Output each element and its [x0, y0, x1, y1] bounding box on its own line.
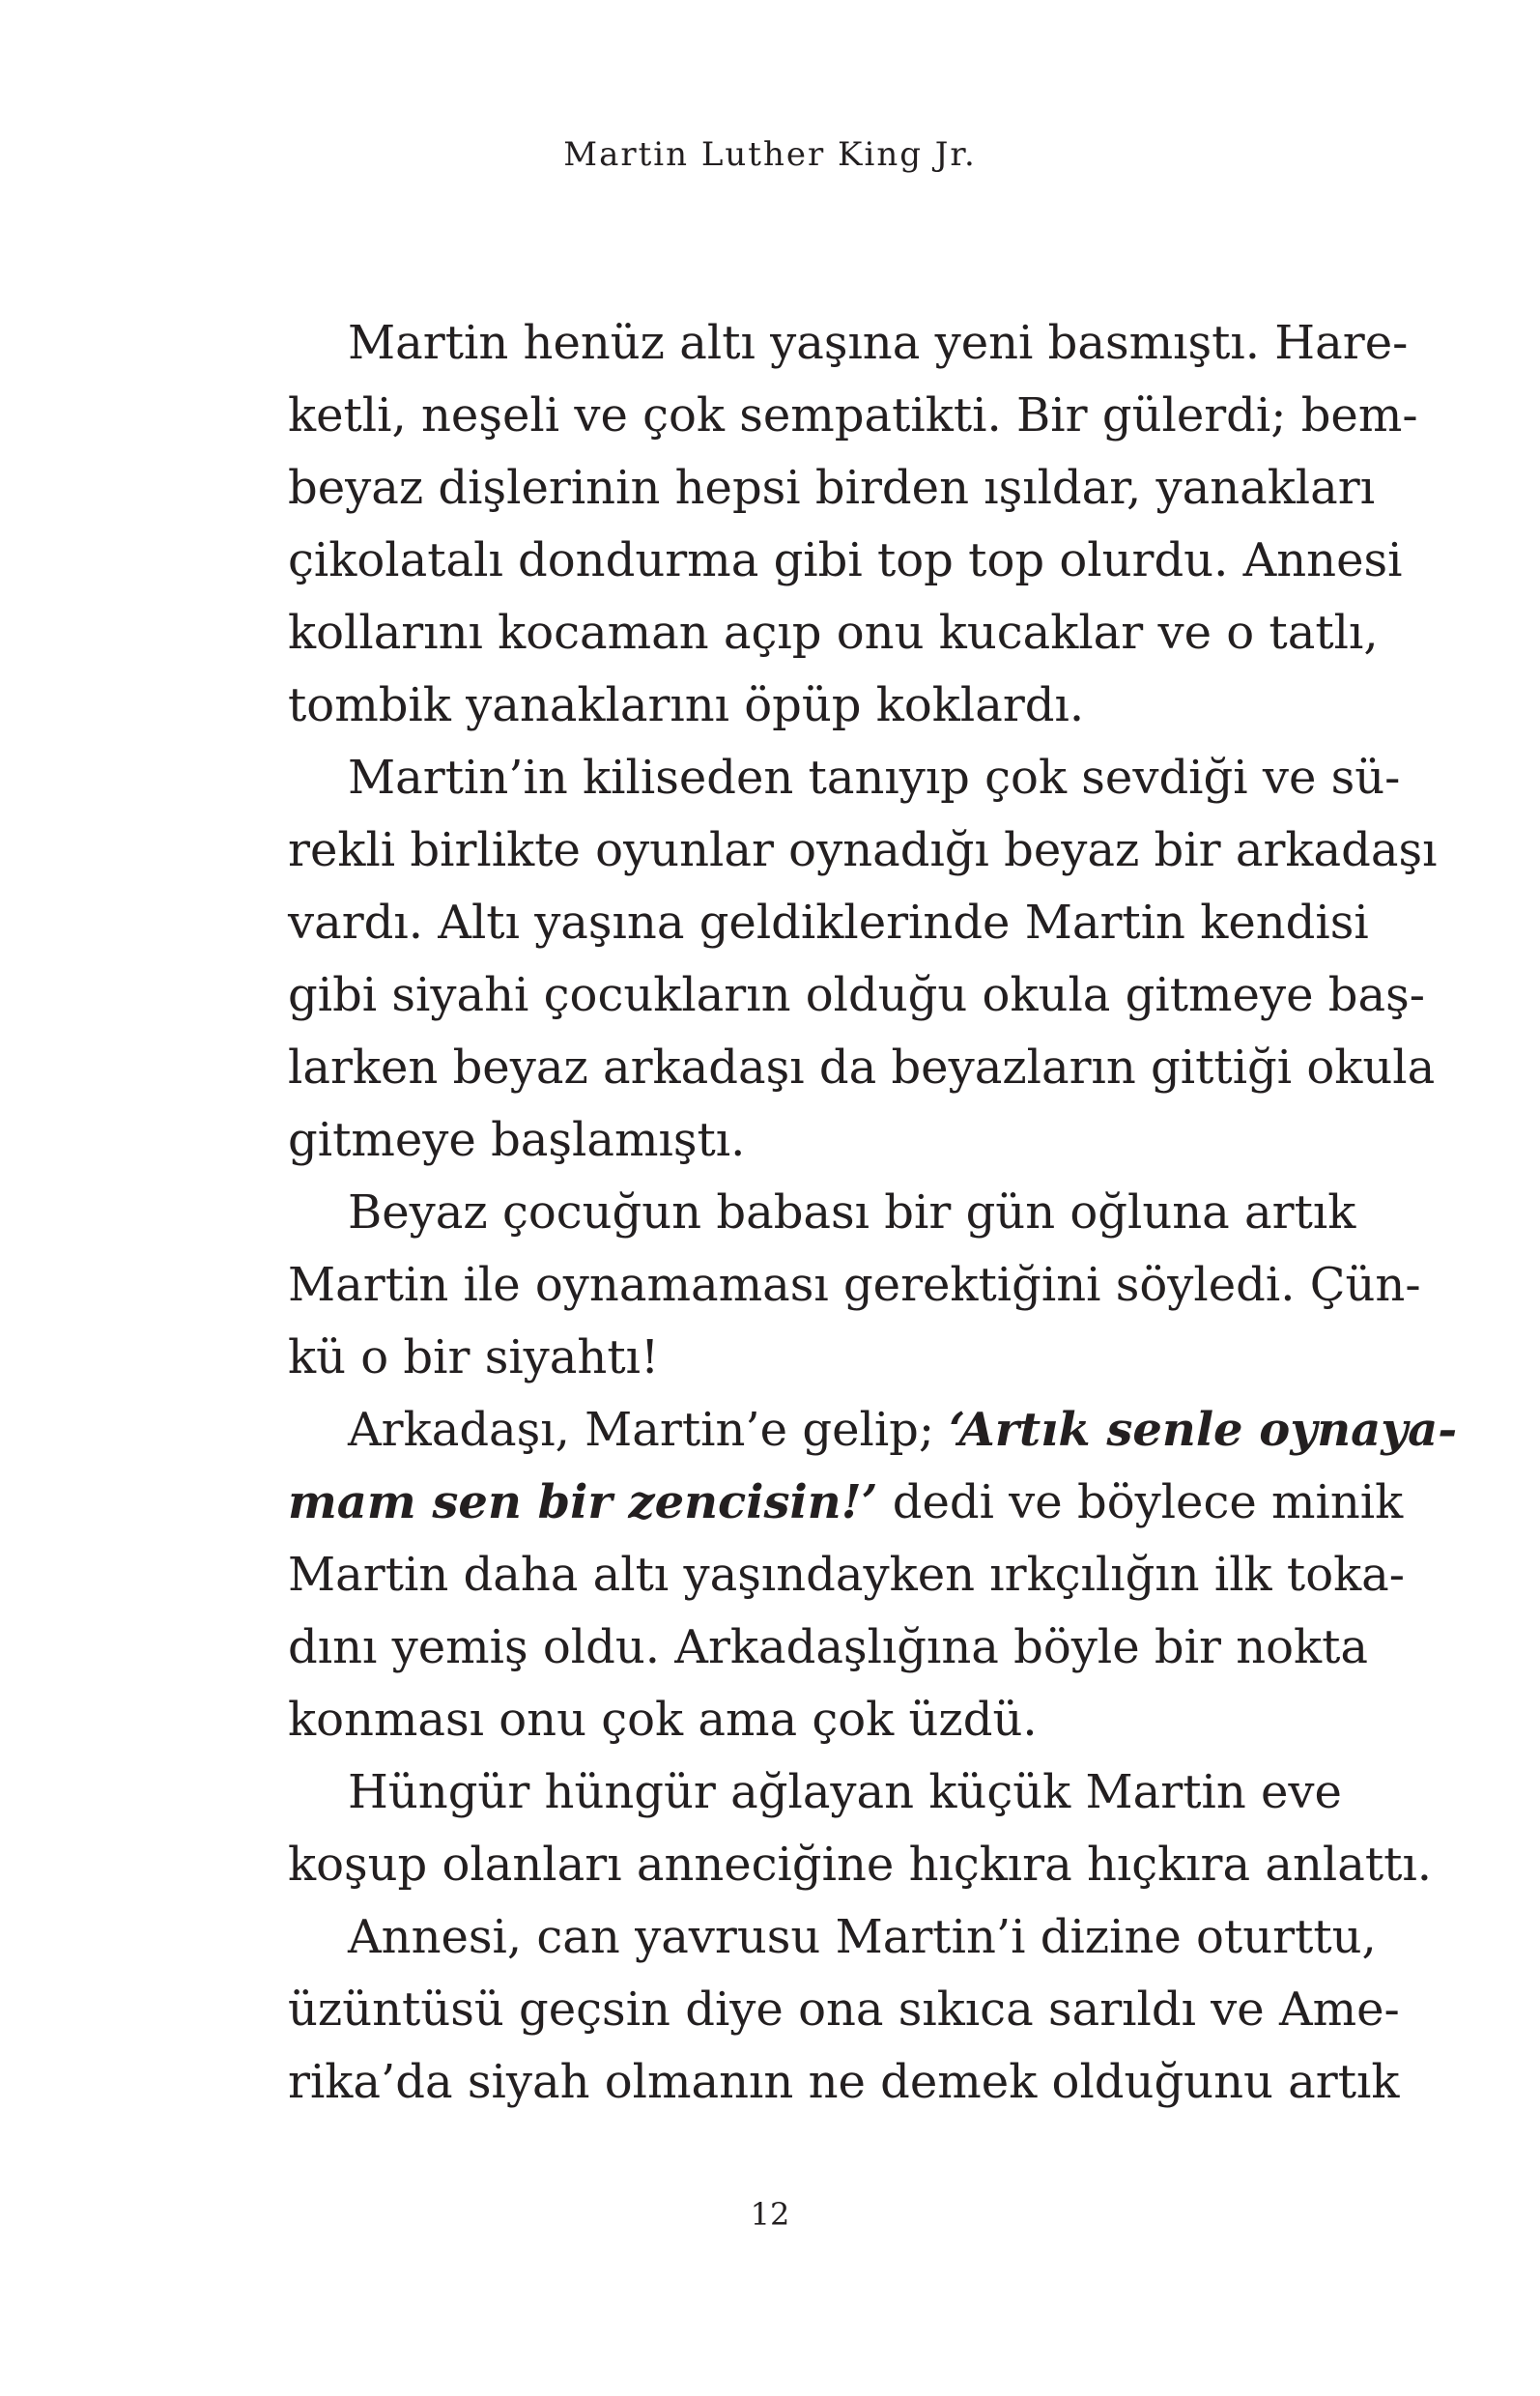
body-text — [288, 307, 1458, 2119]
paragraph-2 — [288, 742, 1438, 1177]
text-line: kü o bir siyahtı! — [288, 1330, 660, 1384]
text-line: gitmeye başlamıştı. — [288, 1113, 746, 1167]
text-line: Annesi, can yavrusu Martin’i dizine oturttu, — [348, 1910, 1377, 1964]
paragraph-4 — [288, 1394, 1458, 1756]
text-line: beyaz dişlerinin hepsi birden ışıldar, yanakları — [288, 461, 1376, 515]
text-line: üzüntüsü geçsin diye ona sıkıca sarıldı ve Ame- — [288, 1982, 1400, 2037]
text-line — [288, 1394, 1458, 1467]
text-line: Martin ile oynamaması gerektiğini söyledi. Çün- — [288, 1258, 1421, 1312]
text-line: Martin henüz altı yaşına yeni basmıştı. Hare- — [348, 316, 1409, 370]
paragraph-3 — [288, 1177, 1421, 1394]
text-line: larken beyaz arkadaşı da beyazların gittiği okula — [288, 1041, 1436, 1095]
text-line: Beyaz çocuğun babası bir gün oğluna artık — [348, 1185, 1356, 1240]
running-title: Martin Luther King Jr. — [563, 135, 977, 174]
text-line: ketli, neşeli ve çok sempatikti. Bir gülerdi; bem- — [288, 388, 1418, 442]
paragraph-1 — [288, 307, 1418, 742]
emphasized-quote: mam sen bir zencisin!’ — [288, 1475, 878, 1529]
text-line: rekli birlikte oyunlar oynadığı beyaz bir arkadaşı — [288, 823, 1438, 877]
emphasized-quote: ‘Artık senle oynaya- — [949, 1403, 1458, 1457]
text-line: vardı. Altı yaşına geldiklerinde Martin kendisi — [288, 896, 1369, 950]
text-line: kollarını kocaman açıp onu kucaklar ve o tatlı, — [288, 606, 1379, 660]
text-line: Hüngür hüngür ağlayan küçük Martin eve — [348, 1765, 1342, 1819]
text-line: çikolatalı dondurma gibi top top olurdu. Annesi — [288, 533, 1403, 587]
text-line: koşup olanları anneciğine hıçkıra hıçkıra anlattı. — [288, 1838, 1433, 1892]
text-line: Martin’in kiliseden tanıyıp çok sevdiği ve sü- — [348, 751, 1401, 805]
paragraph-5 — [288, 1756, 1433, 1901]
text-line: konması onu çok ama çok üzdü. — [288, 1693, 1038, 1747]
page-number: 12 — [750, 2196, 790, 2233]
text-line: rika’da siyah olmanın ne demek olduğunu artık — [288, 2055, 1400, 2109]
text-line — [288, 1467, 1404, 1539]
text-run: Arkadaşı, Martin’e gelip; — [348, 1403, 950, 1457]
paragraph-6 — [288, 1901, 1400, 2119]
text-line: tombik yanaklarını öpüp koklardı. — [288, 678, 1085, 732]
text-line: gibi siyahi çocukların olduğu okula gitmeye baş- — [288, 968, 1425, 1022]
text-run: dedi ve böylece minik — [877, 1475, 1404, 1529]
text-line: dını yemiş oldu. Arkadaşlığına böyle bir nokta — [288, 1620, 1368, 1674]
text-line: Martin daha altı yaşındayken ırkçılığın ilk toka- — [288, 1548, 1406, 1602]
